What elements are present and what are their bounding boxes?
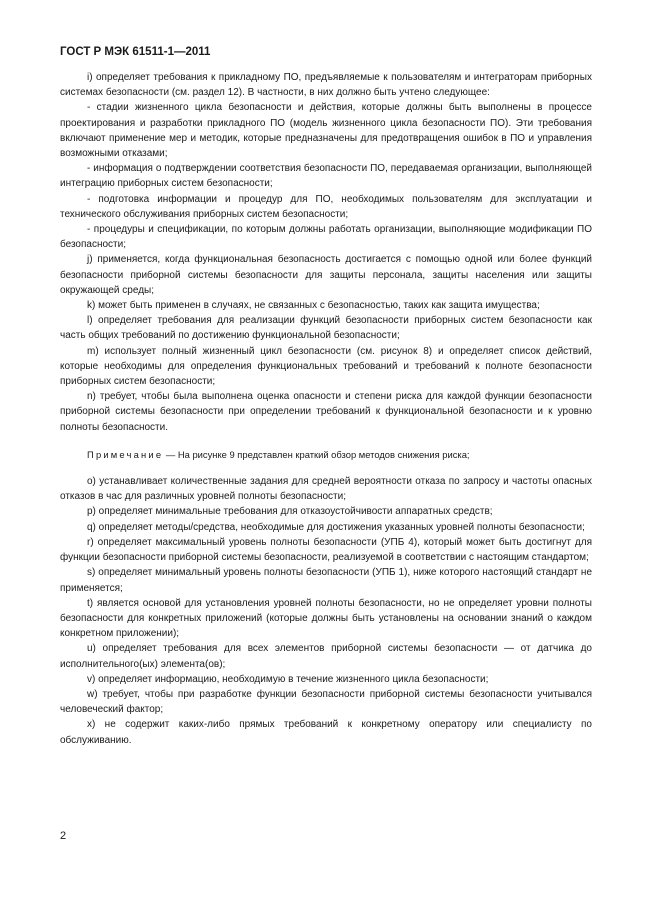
note <box>60 447 592 462</box>
document-header: ГОСТ Р МЭК 61511-1—2011 <box>60 46 211 58</box>
paragraph-m: m) использует полный жизненный цикл безопасности (см. рисунок 8) и определяет список действий, которые необходимы для определения функциональных требований и требований к полноте безопасности приборных систем безопасности; <box>60 345 592 388</box>
document-body <box>60 70 592 748</box>
page-number: 2 <box>60 830 67 842</box>
paragraph-i: i) определяет требования к прикладному ПО, предъявляемые к пользователям и интеграторам приборных системах безопасности (см. раздел 12). В частности, в них должно быть учтено следующее: <box>60 72 592 99</box>
paragraph-w: w) требует, чтобы при разработке функции безопасности приборной системы безопасности учитывался человеческий фактор; <box>60 688 592 716</box>
paragraph-q: q) определяет методы/средства, необходимые для достижения указанных уровней полноты безопасности; <box>87 521 585 533</box>
paragraph-u: u) определяет требования для всех элементов приборной системы безопасности — от датчика до исполнительного(ых) элемента(ов); <box>60 643 592 670</box>
paragraph-v: v) определяет информацию, необходимую в течение жизненного цикла безопасности; <box>87 673 489 685</box>
paragraph-n: n) требует, чтобы была выполнена оценка опасности и степени риска для каждой функции безопасности приборной системы безопасности при определении требований к функциональной безопасности и к уровню полноты безопасности. <box>60 391 592 433</box>
note-text: — На рисунке 9 представлен краткий обзор методов снижения риска; <box>165 448 470 460</box>
paragraph-i-item-4: - процедуры и спецификации, по которым должны работать организации, выполняющие модификации ПО безопасности; <box>60 224 592 251</box>
paragraph-i-item-3: - подготовка информации и процедур для ПО, необходимых пользователям для эксплуатации и технического обслуживания приборных систем безопасности; <box>60 193 592 220</box>
paragraph-o: o) устанавливает количественные задания для средней вероятности отказа по запросу и частоты опасных отказов в час для различных уровней полноты безопасности; <box>60 476 592 503</box>
paragraph-x: x) не содержит каких-либо прямых требований к конкретному оператору или специалисту по обслуживанию. <box>60 719 592 746</box>
paragraph-s: s) определяет минимальный уровень полноты безопасности (УПБ 1), ниже которого настоящий стандарт не применяется; <box>60 567 592 594</box>
paragraph-i-item-2: - информация о подтверждении соответствия безопасности ПО, передаваемая организации, выполняющей интеграцию приборных систем безопасности; <box>60 163 592 190</box>
paragraph-l: l) определяет требования для реализации функций безопасности приборных систем безопасности как часть общих требований по достижению функциональной безопасности; <box>60 315 592 342</box>
note-label: Примечание <box>87 448 164 460</box>
paragraph-i-item-1: - стадии жизненного цикла безопасности и действия, которые должны быть выполнены в процессе проектирования и разработки прикладного ПО (модель жизненного цикла безопасности ПО). Эти требования включают применение мер и методик, которые предназначены для предотвращения ошибок в ПО и управления возможными отказами; <box>60 102 592 160</box>
paragraph-k: k) может быть применен в случаях, не связанных с безопасностью, таких как защита имущества; <box>87 300 540 312</box>
paragraph-p: p) определяет минимальные требования для отказоустойчивости аппаратных средств; <box>87 506 493 518</box>
paragraph-j: j) применяется, когда функциональная безопасность достигается с помощью одной или более функций безопасности приборной системы безопасности для защиты персонала, защиты населения или защиты окружающей среды; <box>60 254 592 296</box>
paragraph-r: r) определяет максимальный уровень полноты безопасности (УПБ 4), который может быть достигнут для функции безопасности приборной системы безопасности, реализуемой в соответствии с настоящим стандартом; <box>60 536 592 564</box>
paragraph-t: t) является основой для установления уровней полноты безопасности, но не определяет уровни полноты безопасности для конкретных приложений (которые должны быть установлены на основании знаний о каждом конкретном приложении); <box>60 597 592 640</box>
